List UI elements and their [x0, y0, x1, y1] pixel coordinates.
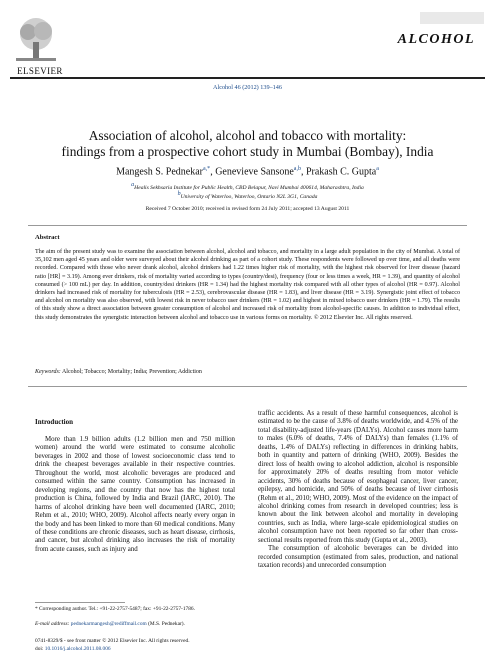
- affiliation-text: Healis Sekhsaria Institute for Public Health, CBD Belapur, Navi Mumbai 400614, Maharashtra, India: [134, 184, 364, 191]
- introduction-heading: Introduction: [35, 418, 73, 426]
- email-suffix: (M.S. Pednekar).: [148, 621, 185, 627]
- affiliation: [0, 182, 495, 191]
- doi-line: [35, 646, 245, 653]
- affiliation-mark: b: [177, 191, 181, 197]
- affiliation-text: University of Waterloo, Waterloo, Ontario N2L 3G1, Canada: [180, 193, 318, 200]
- keywords-label: Keywords:: [35, 369, 61, 375]
- issn-line: 0741-8329/$ - see front matter © 2012 Elsevier Inc. All rights reserved.: [35, 638, 190, 644]
- header-rule: [10, 77, 485, 79]
- affiliation-mark: a: [131, 182, 135, 188]
- email-label: E-mail address:: [35, 621, 70, 627]
- footnote-rule: [35, 602, 125, 603]
- doi-link[interactable]: 10.1016/j.alcohol.2011.08.006: [44, 646, 111, 652]
- intro-paragraph-continued: traffic accidents. As a result of these harmful consequences, alcohol is estimated to be the cause of 3.8% of deaths worldwide, and 4.5% of the total disability-adjusted life-years (DALYs). Alcohol causes more harm to males (6.0% of deaths, 7.4% of DALYs) than females (1.1% of deaths, 1.4% of DALYs) reflecting in differences in drinking habits, both in quantity and pattern of drinking (WHO, 2009). Besides the direct loss of health owing to alcohol addiction, alcohol is responsible for approximately 20% of deaths resulting from motor vehicle accidents, 30% of deaths because of esophageal cancer, liver cancer, epilepsy, and homicide, and 50% of deaths because of liver cirrhosis (Rehm et al., 2010; WHO, 2009). Most of the evidence on the impact of alcohol drinking comes from research in developed countries; less is known about the link between alcohol and mortality in developing countries, such as India, where large-scale epidemiological studies on alcohol consumption have not been reported so far other than cross-sectional results reported from this study (Gupta et al., 2003).: [258, 410, 458, 544]
- author-affiliation-mark[interactable]: a: [376, 166, 379, 172]
- intro-paragraph: The consumption of alcoholic beverages can be divided into recorded consumption (estimated from sales, production, and national taxation records) and unrecorded consumption: [258, 545, 458, 570]
- keywords: [35, 369, 202, 375]
- email-link[interactable]: pednekarmangesh@rediffmail.com: [70, 621, 147, 627]
- author-list: Mangesh S. Pednekar$^{a,*}$, Genevieve Sansone$^{a,b}$, Prakash C. Gupta$^a$: [116, 166, 379, 178]
- author-name[interactable]: Prakash C. Gupta: [305, 166, 377, 178]
- journal-citation[interactable]: Alcohol 46 (2012) 139–146: [213, 84, 282, 91]
- received-dates: Received 7 October 2010; received in revised form 24 July 2011; accepted 13 August 2011: [145, 206, 350, 212]
- email-note: [35, 621, 245, 628]
- journal-title: ALCOHOL: [397, 32, 475, 47]
- abstract-text: The aim of the present study was to examine the association between alcohol, alcohol and tobacco, and mortality in a large adult population in the city of Mumbai. A total of 35,102 men aged 45 years and older were surveyed about their alcohol drinking as part of a cohort study. These respondents were followed up over time, and all deaths were recorded. Compared with those who never drank alcohol, alcohol drinkers had 1.22 times higher risk of mortality, with the highest risk observed for liver disease (hazard ratio [HR] = 3.19). Among ever drinkers, risk of mortality varied according to types (country/desi), frequency (four or less times a week, HR = 1.39), and quantity of alcohol consumed (> 100 mL) per day. In addition, country/desi drinkers (HR = 1.34) had the highest mortality risk compared with all other types of alcohol (HR = 0.97). Alcohol drinkers had increased risk of mortality for tuberculosis (HR = 2.53), cerebrovascular disease (HR = 1.83), and liver disease (HR = 3.19). Synergistic joint effect of tobacco and alcohol on mortality was also observed, with lowest risk in never tobacco user drinkers (HR = 1.02) and highest in mixed tobacco user drinkers (HR = 1.79). The results of this study show a direct association between greater consumption of alcohol and increased risk of mortality from alcohol-specific causes. In addition to individual effect, this study demonstrates the synergistic interaction between alcohol and tobacco use in various forms on mortality. © 2012 Elsevier Inc. All rights reserved.: [35, 249, 460, 321]
- affiliation: [0, 191, 495, 200]
- author-affiliation-mark[interactable]: a,b: [293, 166, 301, 172]
- corresponding-author-note: * Corresponding author. Tel.: +91-22-2757-5487; fax: +91-22-2757-1786.: [35, 606, 195, 612]
- journal-cover-strip: [420, 12, 484, 24]
- abstract-top-rule: [28, 225, 467, 226]
- author-name[interactable]: Genevieve Sansone: [215, 166, 294, 178]
- abstract-bottom-rule: [28, 386, 467, 387]
- paper-title-line-2: findings from a prospective cohort study in Mumbai (Bombay), India: [61, 144, 434, 159]
- left-column: [35, 436, 235, 554]
- paper-title: [40, 128, 455, 160]
- keywords-list: Alcohol; Tobacco; Mortality; India; Prevention; Addiction: [61, 369, 202, 375]
- right-column: [258, 410, 458, 571]
- intro-paragraph: More than 1.9 billion adults (1.2 billion men and 750 million women) around the world were estimated to consume alcoholic beverages in 2002 and those of lowest socioeconomic class tend to drink the cheapest beverages available in their respective countries. Throughout the world, most alcoholic beverages are produced and consumed within the same country. Consumption has increased in developing regions, and the country that now has the highest total production is China, followed by India and Brazil (IARC, 2010). The harms of alcohol drinking have been well documented (IARC, 2010; Rehm et al., 2010; WHO, 2009). Alcohol affects nearly every organ in the body and has been linked to more than 60 medical conditions. Many of these conditions are chronic diseases, such as heart disease, cirrhosis, and cancer, but alcohol drinking also increases the risk of mortality from acute causes, such as injury and: [35, 436, 235, 553]
- doi-label: doi:: [35, 646, 44, 652]
- paper-title-line-1: Association of alcohol, alcohol and tobacco with mortality:: [88, 128, 407, 143]
- elsevier-tree-logo: [10, 14, 62, 66]
- publisher-name: ELSEVIER: [17, 66, 63, 76]
- author-name[interactable]: Mangesh S. Pednekar: [116, 166, 204, 178]
- author-affiliation-mark[interactable]: a,*: [203, 166, 211, 172]
- abstract-heading: Abstract: [35, 234, 60, 241]
